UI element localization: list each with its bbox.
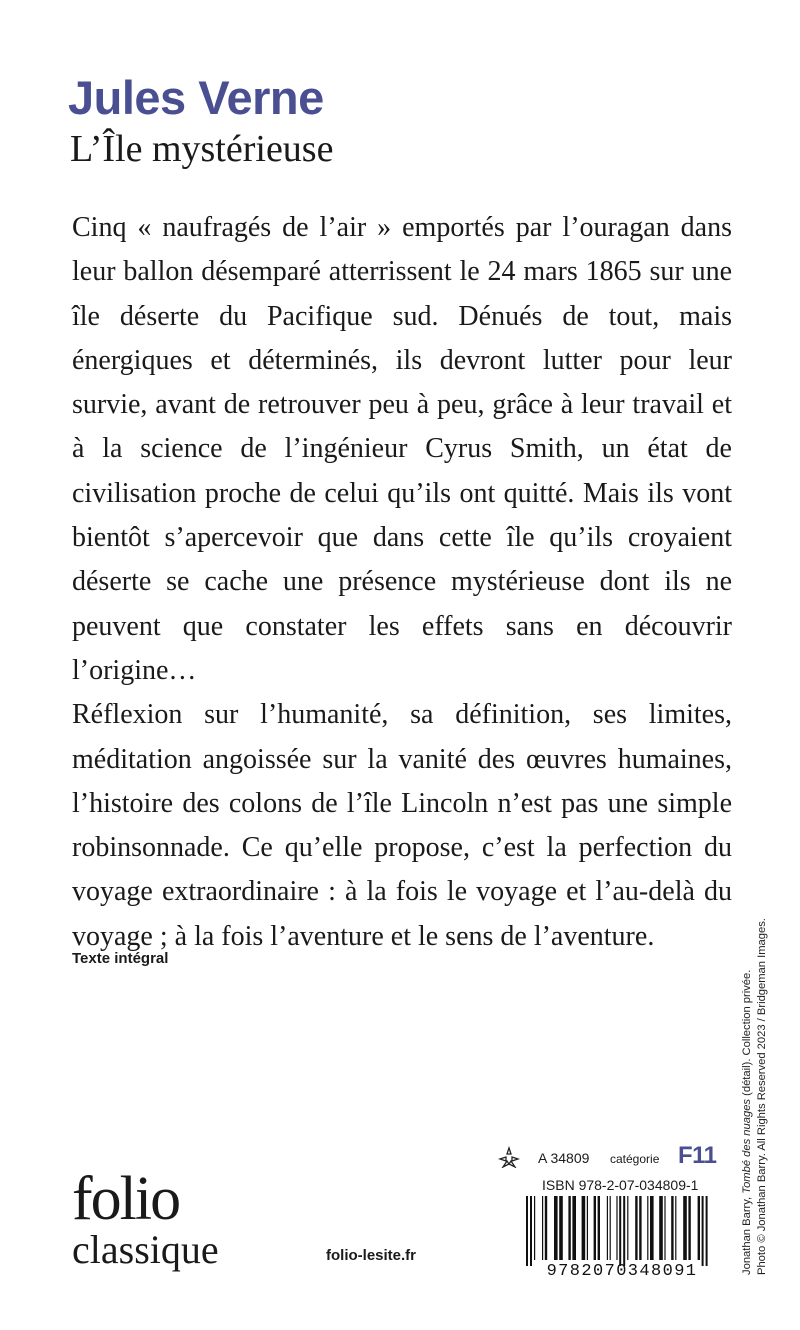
folio-star-icon xyxy=(498,1146,520,1168)
credit-line-2: Photo © Jonathan Barry. All Rights Reserved 2023 / Bridgeman Images. xyxy=(756,918,768,1275)
barcode-bar xyxy=(616,1196,617,1260)
barcode-bar xyxy=(572,1196,576,1260)
barcode-bar xyxy=(623,1196,625,1266)
publisher-website[interactable]: folio-lesite.fr xyxy=(326,1247,417,1264)
barcode-bar xyxy=(530,1196,532,1266)
edition-note: Texte intégral xyxy=(72,950,169,967)
barcode-bars xyxy=(526,1196,708,1266)
barcode-bar xyxy=(554,1196,558,1260)
barcode-bar xyxy=(688,1196,690,1260)
barcode-digits: 9782070348091 xyxy=(546,1262,698,1278)
barcode-bar xyxy=(582,1196,586,1260)
barcode-bar xyxy=(698,1196,700,1260)
barcode-bar xyxy=(659,1196,663,1260)
book-title: L’Île mystérieuse xyxy=(70,128,334,170)
barcode-bar xyxy=(559,1196,563,1260)
image-credit xyxy=(740,855,770,1275)
barcode-bar xyxy=(534,1196,535,1260)
barcode-bar xyxy=(568,1196,570,1260)
barcode-bar xyxy=(639,1196,641,1260)
isbn-barcode xyxy=(522,1196,722,1278)
barcode-bar xyxy=(647,1196,648,1260)
publisher-logo-folio: folio xyxy=(72,1165,180,1233)
barcode-bar xyxy=(594,1196,596,1260)
barcode-bar xyxy=(702,1196,704,1266)
barcode-bar xyxy=(635,1196,637,1260)
blurb-paragraph: Réflexion sur l’humanité, sa définition, ses limites, méditation angoissée sur la vanité des œuvres humaines, l’histoire des colons de l’île Lincoln n’est pas une simple robinsonnade. Ce qu’elle propose, c’est la perfection du voyage extraordinaire : à la fois le voyage et l’au-delà du voyage ; à la fois l’aventure et le sens de l’aventure. xyxy=(72,699,732,952)
barcode-bar xyxy=(706,1196,708,1266)
blurb-paragraph: Cinq « naufragés de l’air » emportés par l’ouragan dans leur ballon désemparé atterrissent le 24 mars 1865 sur une île déserte du Pacifique sud. Dénués de tout, mais énergiques et déterminés, ils devront lutter pour leur survie, avant de retrouver peu à peu, grâce à leur travail et à la science de l’ingénieur Cyrus Smith, un état de civilisation proche de celui qu’ils ont quitté. Mais ils vont bientôt s’apercevoir que dans cette île qu’ils croyaient déserte se cache une présence mystérieuse dont ils ne peuvent que constater les effets sans en découvrir l’origine… xyxy=(72,212,732,686)
category-label: catégorie xyxy=(610,1152,660,1166)
barcode-bar xyxy=(542,1196,543,1260)
back-cover-blurb xyxy=(72,206,732,959)
credit-line-1: Jonathan Barry, Tombé des nuages (détail). Collection privée. xyxy=(741,969,753,1275)
catalog-number: A 34809 xyxy=(538,1150,590,1166)
barcode-bar xyxy=(627,1196,628,1260)
barcode-bar xyxy=(610,1196,611,1260)
barcode-bar xyxy=(664,1196,665,1260)
barcode-bar xyxy=(675,1196,676,1260)
barcode-bar xyxy=(598,1196,600,1260)
publisher-logo-classique: classique xyxy=(72,1227,219,1272)
artwork-title: Tombé des nuages xyxy=(741,1098,753,1194)
author-name: Jules Verne xyxy=(68,71,324,124)
barcode-bar xyxy=(671,1196,673,1260)
catalog-codes xyxy=(498,1142,718,1172)
barcode-bar xyxy=(526,1196,528,1266)
barcode-bar xyxy=(683,1196,687,1260)
category-code: F11 xyxy=(678,1142,717,1169)
barcode-bar xyxy=(587,1196,588,1260)
isbn: ISBN 978-2-07-034809-1 xyxy=(542,1177,699,1193)
barcode-bar xyxy=(545,1196,547,1260)
barcode-bar xyxy=(650,1196,654,1260)
barcode-bar xyxy=(619,1196,621,1266)
barcode-bar xyxy=(607,1196,608,1260)
